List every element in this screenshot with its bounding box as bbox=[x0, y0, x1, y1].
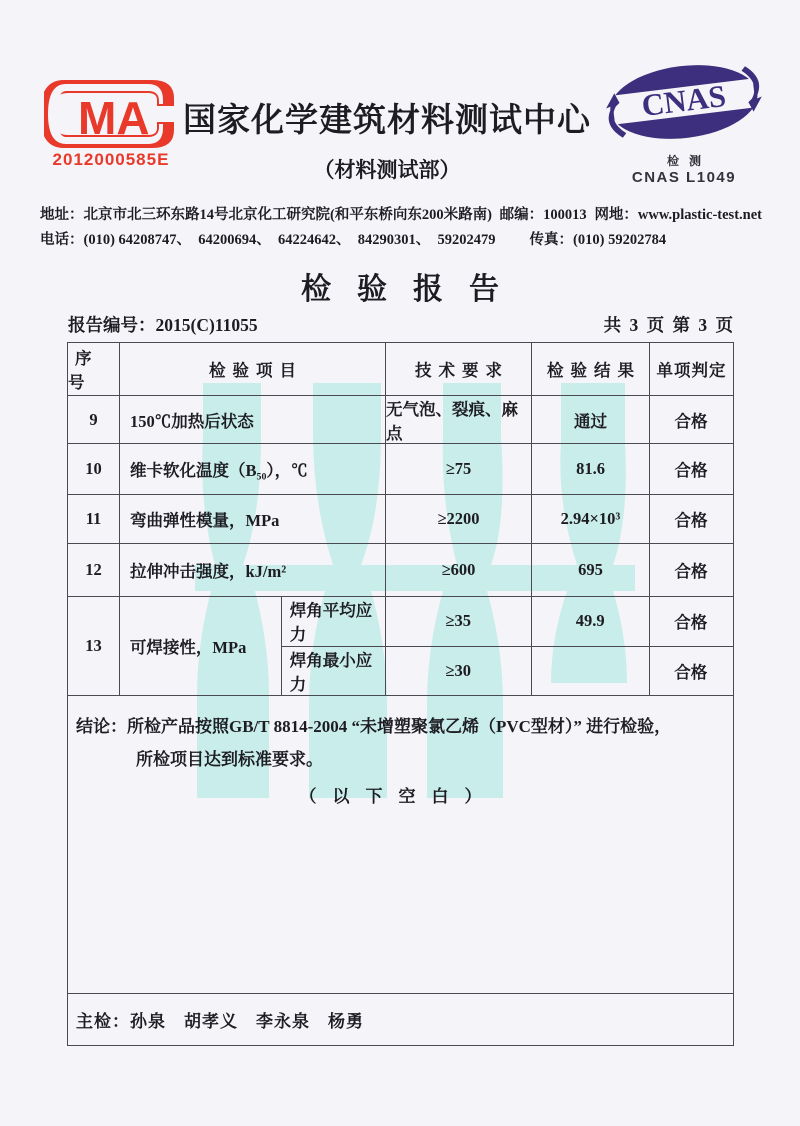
results-table bbox=[67, 342, 734, 1046]
row-requirement: ≥600 bbox=[386, 544, 532, 596]
row-result: 通过 bbox=[532, 396, 650, 443]
row-requirement: 无气泡、裂痕、麻点 bbox=[386, 396, 532, 443]
row-item: 可焊接性，MPa bbox=[120, 597, 282, 695]
row-result: 695 bbox=[532, 544, 650, 596]
col-header-verdict: 单项判定 bbox=[656, 361, 727, 380]
svg-text:CNAS: CNAS bbox=[639, 78, 728, 124]
row-item: 拉伸冲击强度，kJ/m² bbox=[120, 544, 386, 596]
cnas-caption: 检测 bbox=[666, 154, 711, 168]
row-result: 2.94×10³ bbox=[532, 495, 650, 543]
row-verdict: 合格 bbox=[674, 411, 708, 431]
row-requirement: ≥75 bbox=[386, 444, 532, 494]
cma-certificate-number: 2012000585E bbox=[52, 150, 170, 169]
conclusion-line1: 结论：所检产品按照GB/T 8814-2004 “未增塑聚氯乙烯（PVC型材）” 进行检验， bbox=[76, 717, 672, 736]
telephone-text: 电话：(010) 64208747、 64200694、 64224642、 84290301、 59202479 bbox=[40, 232, 496, 248]
row-no: 12 bbox=[68, 544, 120, 596]
row-no: 9 bbox=[68, 396, 120, 443]
contact-line-1 bbox=[40, 203, 762, 224]
col-header-item: 检验项目 bbox=[120, 343, 386, 395]
row-no: 13 bbox=[68, 597, 120, 695]
table-row-weldability bbox=[68, 596, 733, 695]
subrow-item: 焊角最小应力 bbox=[282, 647, 386, 696]
cma-logo bbox=[44, 76, 178, 157]
row-item: 维卡软化温度（B₅₀），℃ bbox=[120, 444, 386, 494]
table-header-row bbox=[68, 343, 733, 395]
subrow-requirement: ≥30 bbox=[386, 647, 532, 696]
row-no: 11 bbox=[68, 495, 120, 543]
table-row bbox=[68, 543, 733, 596]
org-subtitle: （材料测试部） bbox=[313, 158, 461, 182]
report-number-row bbox=[68, 312, 735, 337]
svg-text:MA: MA bbox=[78, 92, 150, 144]
cnas-code: CNAS L1049 bbox=[631, 169, 737, 186]
cma-logo-icon bbox=[44, 76, 178, 152]
row-verdict: 合格 bbox=[674, 461, 708, 480]
cnas-logo-icon bbox=[599, 60, 769, 146]
subrow-verdict: 合格 bbox=[674, 613, 708, 633]
subrow-item: 焊角平均应力 bbox=[282, 597, 386, 646]
row-item: 弯曲弹性模量，MPa bbox=[120, 495, 386, 543]
fax-text: 传真：(010) 59202784 bbox=[529, 232, 667, 248]
col-header-requirement: 技术要求 bbox=[386, 343, 532, 395]
conclusion-cell bbox=[68, 695, 733, 993]
row-requirement: ≥2200 bbox=[386, 495, 532, 543]
subrow-result bbox=[532, 647, 650, 696]
table-subrow bbox=[282, 597, 733, 646]
report-number: 报告编号：2015(C)11055 bbox=[68, 315, 258, 335]
examiner-label: 主检： bbox=[76, 1012, 130, 1031]
address-text: 地址：北京市北三环东路14号北京化工研究院(和平东桥向东200米路南) bbox=[40, 207, 492, 223]
zip-text: 邮编：100013 bbox=[499, 207, 587, 223]
row-verdict: 合格 bbox=[674, 562, 708, 581]
org-title: 国家化学建筑材料测试中心 bbox=[183, 103, 591, 139]
col-header-no: 序号 bbox=[68, 343, 120, 395]
table-row bbox=[68, 443, 733, 494]
row-verdict: 合格 bbox=[674, 511, 708, 530]
examiner-names: 孙泉 胡孝义 李永泉 杨勇 bbox=[130, 1012, 364, 1031]
pagination: 共 3 页 第 3 页 bbox=[603, 315, 735, 335]
blank-below-note: （以下空白） bbox=[299, 787, 498, 807]
examiner-row bbox=[68, 993, 733, 1045]
table-row bbox=[68, 494, 733, 543]
conclusion-line2: 所检项目达到标准要求。 bbox=[136, 750, 323, 770]
cnas-logo bbox=[599, 60, 769, 186]
col-header-result: 检验结果 bbox=[532, 343, 650, 395]
contact-line-2 bbox=[40, 228, 762, 249]
table-subrow bbox=[282, 646, 733, 696]
subrow-requirement: ≥35 bbox=[386, 597, 532, 646]
subrow-result: 49.9 bbox=[532, 597, 650, 646]
row-item: 150℃加热后状态 bbox=[120, 396, 386, 443]
table-row bbox=[68, 395, 733, 443]
subrow-verdict: 合格 bbox=[674, 662, 708, 682]
weldability-subrows bbox=[282, 597, 733, 695]
row-result: 81.6 bbox=[532, 444, 650, 494]
row-no: 10 bbox=[68, 444, 120, 494]
website-text: 网地：www.plastic-test.net bbox=[594, 207, 762, 223]
report-title: 检验报告 bbox=[301, 273, 525, 306]
